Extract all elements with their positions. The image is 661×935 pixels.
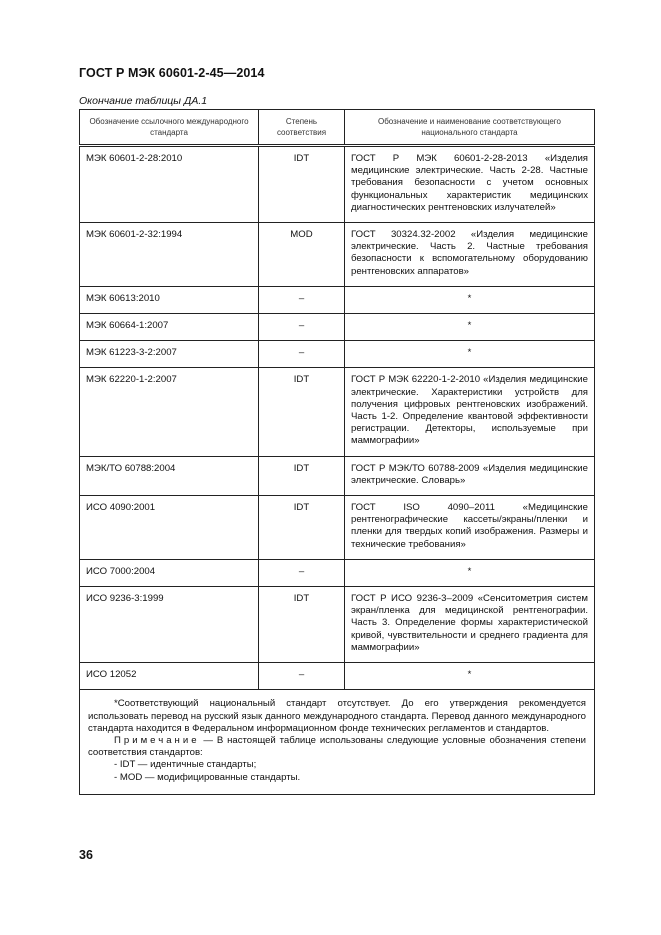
degree-cell: IDT — [259, 587, 345, 663]
national-cell: * — [345, 314, 595, 341]
note-text: — В настоящей таблице использованы следующие условные обозначения степени соответствия стандартов: — [88, 734, 586, 759]
degree-cell: – — [259, 314, 345, 341]
degree-cell: – — [259, 559, 345, 586]
table-notes — [80, 690, 595, 794]
table-row — [80, 663, 595, 690]
national-cell: ГОСТ ISO 4090–2011 «Медицинские рентгенографические кассеты/экраны/пленки и пленки для твердых копий изображения. Размеры и технические требования» — [345, 496, 595, 560]
note-label: Примечание — [114, 734, 200, 746]
degree-cell: – — [259, 286, 345, 313]
degree-cell: IDT — [259, 368, 345, 456]
reference-cell: ИСО 4090:2001 — [80, 496, 259, 560]
national-cell: * — [345, 663, 595, 690]
table-notes-row — [80, 690, 595, 794]
table-row — [80, 223, 595, 287]
reference-cell: МЭК 60601-2-32:1994 — [80, 223, 259, 287]
document-title: ГОСТ Р МЭК 60601-2-45—2014 — [79, 66, 265, 80]
column-header-national: Обозначение и наименование соответствующего национального стандарта — [345, 110, 595, 146]
reference-cell: ИСО 7000:2004 — [80, 559, 259, 586]
reference-cell: МЭК 60664-1:2007 — [80, 314, 259, 341]
reference-cell: МЭК 60613:2010 — [80, 286, 259, 313]
degree-cell: – — [259, 341, 345, 368]
standards-table — [79, 109, 595, 795]
degree-cell: MOD — [259, 223, 345, 287]
degree-cell: IDT — [259, 496, 345, 560]
page-number: 36 — [79, 848, 93, 862]
reference-cell: МЭК 60601-2-28:2010 — [80, 146, 259, 223]
table-row — [80, 368, 595, 456]
legend-item-mod: - MOD — модифицированные стандарты. — [114, 771, 301, 783]
degree-cell: IDT — [259, 146, 345, 223]
table-row — [80, 286, 595, 313]
national-cell: ГОСТ Р ИСО 9236-3–2009 «Сенситометрия систем экран/пленка для медицинской рентгенографии. Часть 3. Определение формы характеристической кривой, чувствительности и среднего градиента для маммографии» — [345, 587, 595, 663]
table-row — [80, 456, 595, 495]
footnote-text: *Соответствующий национальный стандарт отсутствует. До его утверждения рекомендуется использовать перевод на русский язык данного международного стандарта. Перевод данного международного стандарта находится в Федеральном информационном фонде технических регламентов и стандартов. — [88, 698, 586, 734]
reference-cell: МЭК 62220-1-2:2007 — [80, 368, 259, 456]
national-cell: ГОСТ Р МЭК 60601-2-28-2013 «Изделия медицинские электрические. Часть 2-28. Частные требования безопасности с учетом основных функциональных характеристик медицинских диагностических рентгеновских излучателей» — [345, 146, 595, 223]
degree-cell: – — [259, 663, 345, 690]
reference-cell: МЭК/ТО 60788:2004 — [80, 456, 259, 495]
reference-cell: ИСО 12052 — [80, 663, 259, 690]
note-paragraph — [88, 735, 586, 759]
table-row — [80, 587, 595, 663]
table-row — [80, 341, 595, 368]
column-header-reference: Обозначение ссылочного международного стандарта — [80, 110, 259, 146]
table-row — [80, 559, 595, 586]
national-cell: ГОСТ Р МЭК 62220-1-2-2010 «Изделия медицинские электрические. Характеристики устройств для получения цифровых рентгеновских изображений. Часть 1-2. Определение квантовой эффективности регистрации. Детекторы, используемые при маммографии» — [345, 368, 595, 456]
national-cell: ГОСТ 30324.32-2002 «Изделия медицинские электрические. Часть 2. Частные требования безопасности к вспомогательному оборудованию рентгеновских аппаратов» — [345, 223, 595, 287]
national-cell: * — [345, 559, 595, 586]
table-caption: Окончание таблицы ДА.1 — [79, 95, 208, 107]
table-row — [80, 146, 595, 223]
degree-cell: IDT — [259, 456, 345, 495]
table-header-row — [80, 110, 595, 146]
table-row — [80, 496, 595, 560]
national-cell: * — [345, 286, 595, 313]
national-cell: * — [345, 341, 595, 368]
reference-cell: МЭК 61223-3-2:2007 — [80, 341, 259, 368]
legend-item-idt: - IDT — идентичные стандарты; — [114, 759, 257, 771]
column-header-degree: Степень соответствия — [259, 110, 345, 146]
national-cell: ГОСТ Р МЭК/ТО 60788-2009 «Изделия медицинские электрические. Словарь» — [345, 456, 595, 495]
table-row — [80, 314, 595, 341]
reference-cell: ИСО 9236-3:1999 — [80, 587, 259, 663]
